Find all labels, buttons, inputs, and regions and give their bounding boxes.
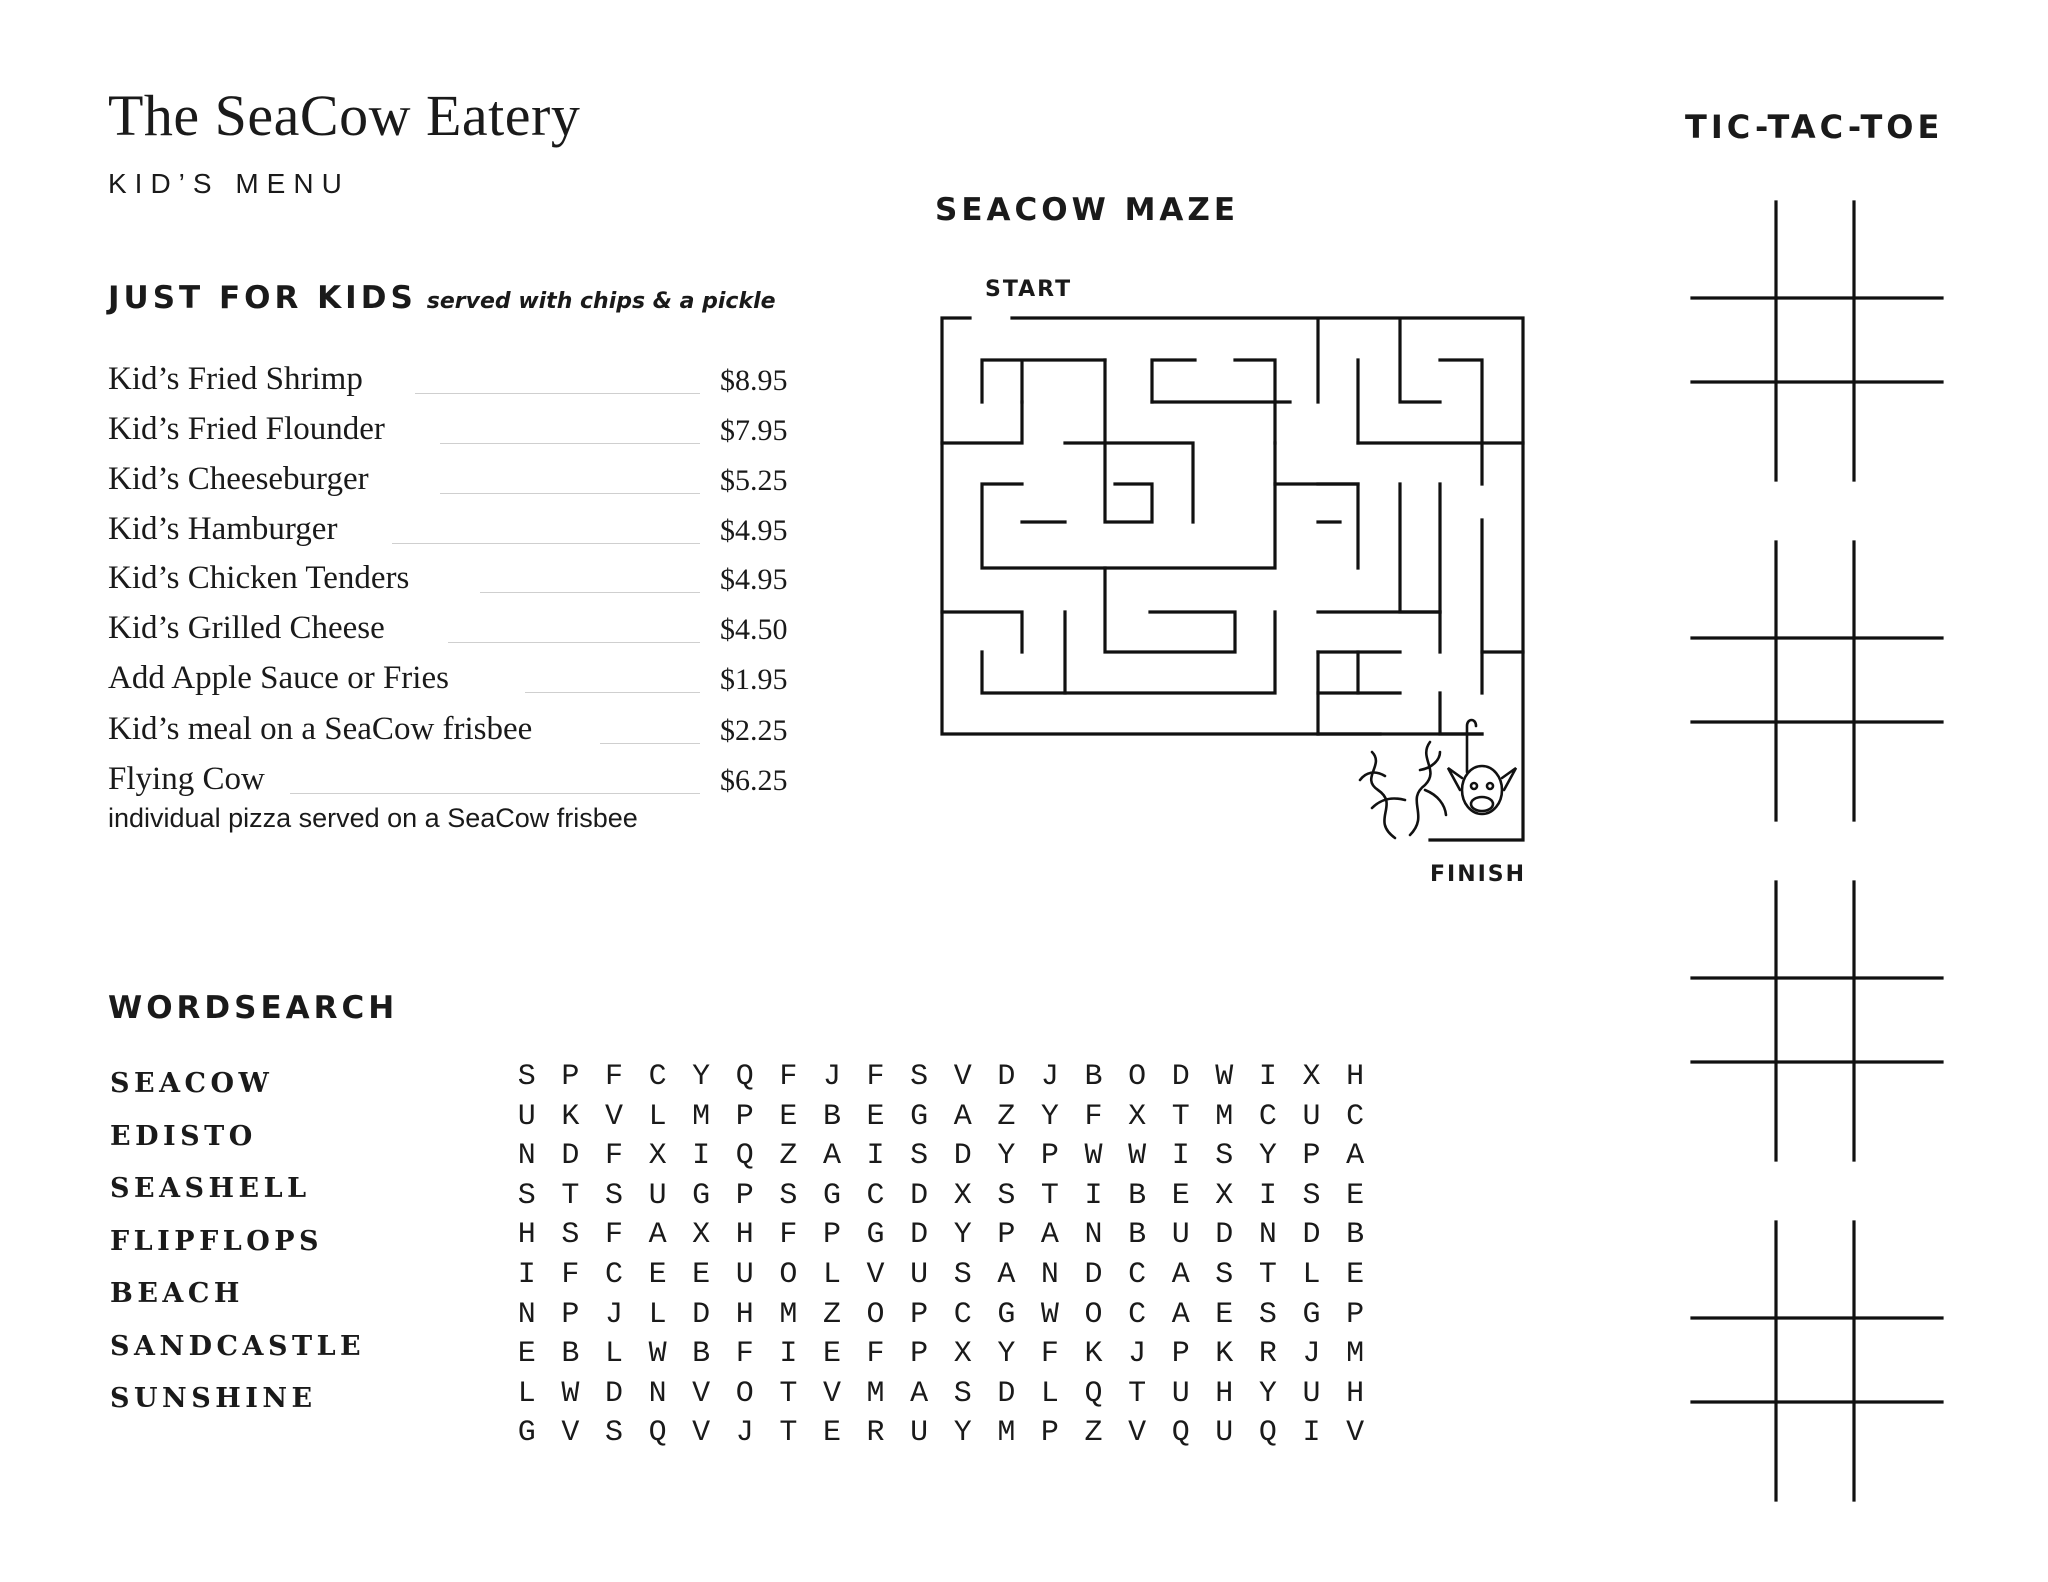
menu-item (108, 561, 798, 601)
wordsearch-letter[interactable]: B (1128, 1178, 1147, 1213)
wordsearch-letter[interactable]: Y (953, 1416, 972, 1451)
wordsearch-letter[interactable]: Y (997, 1139, 1016, 1174)
wordsearch-letter[interactable]: D (910, 1218, 929, 1253)
tictactoe-title: TIC-TAC-TOE (1685, 108, 1944, 146)
wordsearch-letter[interactable]: H (735, 1218, 754, 1253)
wordsearch-letter[interactable]: X (692, 1218, 711, 1253)
wordsearch-word: BEACH (110, 1278, 244, 1309)
wordsearch-letter[interactable]: A (648, 1218, 667, 1253)
wordsearch-letter[interactable]: N (517, 1297, 536, 1332)
wordsearch-letter[interactable]: C (1128, 1297, 1147, 1332)
wordsearch-letter[interactable]: U (1171, 1376, 1190, 1411)
wordsearch-letter[interactable]: V (953, 1060, 972, 1094)
wordsearch-letter[interactable]: E (648, 1258, 667, 1292)
wordsearch-row (505, 1218, 1377, 1252)
wordsearch-letter[interactable]: I (1302, 1416, 1321, 1451)
wordsearch-letter[interactable]: I (779, 1337, 798, 1372)
wordsearch-letter[interactable]: P (822, 1218, 841, 1253)
wordsearch-letter[interactable]: S (910, 1060, 929, 1094)
wordsearch-letter[interactable]: I (692, 1139, 711, 1174)
wordsearch-row (505, 1179, 1377, 1213)
wordsearch-letter[interactable]: H (1346, 1060, 1365, 1094)
wordsearch-letter[interactable]: D (997, 1376, 1016, 1411)
wordsearch-letter[interactable]: X (1128, 1099, 1147, 1134)
wordsearch-letter[interactable]: T (779, 1376, 798, 1411)
wordsearch-letter[interactable]: Q (735, 1139, 754, 1174)
wordsearch-letter[interactable]: O (866, 1297, 885, 1332)
wordsearch-letter[interactable]: F (561, 1258, 580, 1292)
menu-item (108, 712, 798, 752)
wordsearch-letter[interactable]: S (1215, 1139, 1234, 1174)
menu-item-leader (600, 743, 700, 744)
wordsearch-letter[interactable]: E (1171, 1178, 1190, 1213)
wordsearch-letter[interactable]: T (1040, 1178, 1059, 1213)
wordsearch-letter[interactable]: W (1084, 1139, 1103, 1174)
wordsearch-letter[interactable]: J (822, 1060, 841, 1094)
wordsearch-letter[interactable]: E (779, 1099, 798, 1134)
wordsearch-letter[interactable]: P (910, 1337, 929, 1372)
wordsearch-letter[interactable]: N (648, 1376, 667, 1411)
wordsearch-letter[interactable]: H (1215, 1376, 1234, 1411)
wordsearch-letter[interactable]: W (648, 1337, 667, 1372)
wordsearch-letter[interactable]: S (1302, 1178, 1321, 1213)
wordsearch-letter[interactable]: S (997, 1178, 1016, 1213)
wordsearch-letter[interactable]: U (648, 1178, 667, 1213)
wordsearch-letter[interactable]: F (779, 1218, 798, 1253)
wordsearch-letter[interactable]: T (561, 1178, 580, 1213)
wordsearch-letter[interactable]: P (1040, 1139, 1059, 1174)
wordsearch-word: SANDCASTLE (110, 1330, 366, 1362)
wordsearch-letter[interactable]: H (517, 1218, 536, 1253)
wordsearch-letter[interactable]: E (1346, 1258, 1365, 1292)
menu-item (108, 762, 798, 802)
maze-finish-label: FINISH (1430, 862, 1527, 887)
wordsearch-letter[interactable]: U (517, 1099, 536, 1134)
menu-item-price: $1.95 (720, 663, 788, 696)
wordsearch-letter[interactable]: O (779, 1258, 798, 1292)
wordsearch-letter[interactable]: I (866, 1139, 885, 1174)
wordsearch-letter[interactable]: F (866, 1060, 885, 1094)
wordsearch-letter[interactable]: S (953, 1258, 972, 1292)
wordsearch-letter[interactable]: V (604, 1099, 623, 1134)
wordsearch-letter[interactable]: U (1302, 1099, 1321, 1134)
wordsearch-letter[interactable]: H (735, 1297, 754, 1332)
wordsearch-letter[interactable]: W (1215, 1060, 1234, 1094)
wordsearch-row (505, 1377, 1377, 1411)
wordsearch-row (505, 1060, 1377, 1094)
wordsearch-letter[interactable]: U (1171, 1218, 1190, 1253)
wordsearch-letter[interactable]: F (604, 1139, 623, 1174)
wordsearch-letter[interactable]: C (1258, 1099, 1277, 1134)
wordsearch-letter[interactable]: J (1302, 1337, 1321, 1372)
wordsearch-letter[interactable]: N (1084, 1218, 1103, 1253)
wordsearch-letter[interactable]: X (953, 1178, 972, 1213)
wordsearch-letter[interactable]: L (822, 1258, 841, 1292)
wordsearch-letter[interactable]: Q (648, 1416, 667, 1451)
wordsearch-letter[interactable]: J (735, 1416, 754, 1451)
wordsearch-letter[interactable]: D (604, 1376, 623, 1411)
wordsearch-letter[interactable]: W (1128, 1139, 1147, 1174)
menu-item-price: $2.25 (720, 714, 788, 747)
wordsearch-letter[interactable]: N (1040, 1258, 1059, 1292)
wordsearch-letter[interactable]: X (953, 1337, 972, 1372)
wordsearch-letter[interactable]: F (604, 1060, 623, 1094)
wordsearch-letter[interactable]: P (561, 1297, 580, 1332)
wordsearch-title: WORDSEARCH (108, 990, 399, 1026)
menu-item (108, 512, 798, 552)
wordsearch-letter[interactable]: Z (1084, 1416, 1103, 1451)
wordsearch-letter[interactable]: Q (1171, 1416, 1190, 1451)
wordsearch-letter[interactable]: E (822, 1416, 841, 1451)
wordsearch-letter[interactable]: S (517, 1178, 536, 1213)
wordsearch-letter[interactable]: X (648, 1139, 667, 1174)
wordsearch-row (505, 1298, 1377, 1332)
menu-item-name: Kid’s Fried Shrimp (108, 361, 363, 397)
wordsearch-letter[interactable]: J (1040, 1060, 1059, 1094)
menu-item-name: Kid’s Hamburger (108, 511, 338, 547)
wordsearch-letter[interactable]: M (866, 1376, 885, 1411)
wordsearch-letter[interactable]: Y (1258, 1139, 1277, 1174)
wordsearch-letter[interactable]: A (822, 1139, 841, 1174)
wordsearch-letter[interactable]: P (1302, 1139, 1321, 1174)
wordsearch-letter[interactable]: B (1346, 1218, 1365, 1253)
menu-item-name: Kid’s Chicken Tenders (108, 560, 410, 596)
tictactoe-board[interactable] (1692, 202, 1942, 480)
menu-item-price: $4.50 (720, 613, 788, 646)
menu-item-leader (392, 543, 700, 544)
wordsearch-letter[interactable]: U (910, 1258, 929, 1292)
wordsearch-letter[interactable]: I (1258, 1178, 1277, 1213)
wordsearch-letter[interactable]: Z (779, 1139, 798, 1174)
menu-item-price: $8.95 (720, 364, 788, 397)
wordsearch-letter[interactable]: D (910, 1178, 929, 1213)
tictactoe-board[interactable] (1692, 882, 1942, 1160)
wordsearch-letter[interactable]: A (1171, 1297, 1190, 1332)
wordsearch-letter[interactable]: F (866, 1337, 885, 1372)
wordsearch-letter[interactable]: D (953, 1139, 972, 1174)
wordsearch-letter[interactable]: K (1215, 1337, 1234, 1372)
seaweed-icon (1360, 742, 1446, 838)
wordsearch-letter[interactable]: E (866, 1099, 885, 1134)
section-title: JUST FOR KIDS (108, 280, 417, 316)
flying-cow-description: individual pizza served on a SeaCow frisbee (108, 803, 638, 833)
wordsearch-letter[interactable]: E (692, 1258, 711, 1292)
wordsearch-letter[interactable]: U (1302, 1376, 1321, 1411)
menu-item (108, 412, 798, 452)
menu-item-leader (290, 793, 700, 794)
wordsearch-letter[interactable]: P (910, 1297, 929, 1332)
wordsearch-letter[interactable]: Q (735, 1060, 754, 1094)
wordsearch-letter[interactable]: T (779, 1416, 798, 1451)
wordsearch-letter[interactable]: G (866, 1218, 885, 1253)
wordsearch-letter[interactable]: M (692, 1099, 711, 1134)
wordsearch-letter[interactable]: G (692, 1178, 711, 1213)
wordsearch-letter[interactable]: Z (997, 1099, 1016, 1134)
wordsearch-letter[interactable]: V (822, 1376, 841, 1411)
menu-item (108, 611, 798, 651)
wordsearch-letter[interactable]: A (1171, 1258, 1190, 1292)
wordsearch-letter[interactable]: D (1215, 1218, 1234, 1253)
wordsearch-letter[interactable]: C (648, 1060, 667, 1094)
wordsearch-letter[interactable]: O (1084, 1297, 1103, 1332)
wordsearch-letter[interactable]: H (1346, 1376, 1365, 1411)
wordsearch-letter[interactable]: T (1171, 1099, 1190, 1134)
wordsearch-letter[interactable]: G (997, 1297, 1016, 1332)
wordsearch-letter[interactable]: F (735, 1337, 754, 1372)
tictactoe-board[interactable] (1692, 542, 1942, 820)
wordsearch-letter[interactable]: T (1128, 1376, 1147, 1411)
wordsearch-letter[interactable]: K (1084, 1337, 1103, 1372)
wordsearch-word: SUNSHINE (110, 1383, 317, 1414)
menu-subtitle: KID’S MENU (108, 168, 350, 199)
wordsearch-letter[interactable]: J (1128, 1337, 1147, 1372)
wordsearch-letter[interactable]: J (604, 1297, 623, 1332)
wordsearch-letter[interactable]: F (1084, 1099, 1103, 1134)
wordsearch-letter[interactable]: U (735, 1258, 754, 1292)
wordsearch-letter[interactable]: D (1171, 1060, 1190, 1094)
wordsearch-letter[interactable]: E (822, 1337, 841, 1372)
wordsearch-row (505, 1100, 1377, 1134)
menu-item-price: $6.25 (720, 764, 788, 797)
menu-item-price: $7.95 (720, 414, 788, 447)
wordsearch-letter[interactable]: D (561, 1139, 580, 1174)
wordsearch-word: SEACOW (110, 1068, 274, 1099)
menu-item-leader (440, 443, 700, 444)
wordsearch-letter[interactable]: F (604, 1218, 623, 1253)
wordsearch-letter[interactable]: F (779, 1060, 798, 1094)
wordsearch-letter[interactable]: C (604, 1258, 623, 1292)
wordsearch-letter[interactable]: G (1302, 1297, 1321, 1332)
wordsearch-letter[interactable]: G (517, 1416, 536, 1451)
wordsearch-letter[interactable]: S (1215, 1258, 1234, 1292)
wordsearch-letter[interactable]: B (1084, 1060, 1103, 1094)
wordsearch-letter[interactable]: I (1258, 1060, 1277, 1094)
menu-item-leader (440, 493, 700, 494)
wordsearch-letter[interactable]: L (648, 1297, 667, 1332)
wordsearch-letter[interactable]: Y (953, 1218, 972, 1253)
wordsearch-letter[interactable]: B (822, 1099, 841, 1134)
menu-section-heading (108, 280, 776, 316)
menu-item (108, 462, 798, 502)
wordsearch-letter[interactable]: V (866, 1258, 885, 1292)
menu-item-price: $4.95 (720, 563, 788, 596)
wordsearch-letter[interactable]: D (997, 1060, 1016, 1094)
menu-item-leader (415, 393, 700, 394)
wordsearch-letter[interactable]: M (779, 1297, 798, 1332)
wordsearch-letter[interactable]: I (1084, 1178, 1103, 1213)
menu-item (108, 661, 798, 701)
wordsearch-letter[interactable]: U (1215, 1416, 1234, 1451)
wordsearch-row (505, 1337, 1377, 1371)
wordsearch-letter[interactable]: P (735, 1099, 754, 1134)
wordsearch-letter[interactable]: N (517, 1139, 536, 1174)
wordsearch-letter[interactable]: S (910, 1139, 929, 1174)
wordsearch-letter[interactable]: C (866, 1178, 885, 1213)
wordsearch-letter[interactable]: B (561, 1337, 580, 1372)
wordsearch-letter[interactable]: A (1040, 1218, 1059, 1253)
wordsearch-letter[interactable]: V (561, 1416, 580, 1451)
wordsearch-letter[interactable]: W (561, 1376, 580, 1411)
wordsearch-letter[interactable]: E (1215, 1297, 1234, 1332)
wordsearch-letter[interactable]: F (1040, 1337, 1059, 1372)
wordsearch-letter[interactable]: M (997, 1416, 1016, 1451)
wordsearch-letter[interactable]: S (953, 1376, 972, 1411)
wordsearch-letter[interactable]: E (1346, 1178, 1365, 1213)
wordsearch-letter[interactable]: R (866, 1416, 885, 1451)
tictactoe-boards (1680, 190, 1960, 1530)
menu-item-name: Kid’s Grilled Cheese (108, 610, 385, 646)
wordsearch-row (505, 1416, 1377, 1450)
seacow-maze (930, 300, 1550, 860)
menu-item-leader (448, 642, 700, 643)
wordsearch-letter[interactable]: T (1258, 1258, 1277, 1292)
wordsearch-letter[interactable]: L (517, 1376, 536, 1411)
wordsearch-letter[interactable]: Z (822, 1297, 841, 1332)
wordsearch-letter[interactable]: L (604, 1337, 623, 1372)
wordsearch-letter[interactable]: B (692, 1337, 711, 1372)
wordsearch-letter[interactable]: L (1302, 1258, 1321, 1292)
wordsearch-letter[interactable]: A (997, 1258, 1016, 1292)
wordsearch-letter[interactable]: R (1258, 1337, 1277, 1372)
menu-item-name: Kid’s Cheeseburger (108, 461, 369, 497)
wordsearch-letter[interactable]: S (1258, 1297, 1277, 1332)
wordsearch-row (505, 1139, 1377, 1173)
menu-item-name: Add Apple Sauce or Fries (108, 660, 449, 696)
wordsearch-letter[interactable]: S (779, 1178, 798, 1213)
wordsearch-letter[interactable]: L (1040, 1376, 1059, 1411)
wordsearch-letter[interactable]: S (604, 1178, 623, 1213)
wordsearch-letter[interactable]: V (1346, 1416, 1365, 1451)
wordsearch-letter[interactable]: P (561, 1060, 580, 1094)
wordsearch-letter[interactable]: D (1302, 1218, 1321, 1253)
wordsearch-letter[interactable]: S (604, 1416, 623, 1451)
menu-item (108, 362, 798, 402)
wordsearch-letter[interactable]: D (692, 1297, 711, 1332)
wordsearch-letter[interactable]: O (735, 1376, 754, 1411)
wordsearch-letter[interactable]: P (1040, 1416, 1059, 1451)
wordsearch-letter[interactable]: N (1258, 1218, 1277, 1253)
wordsearch-letter[interactable]: Y (1040, 1099, 1059, 1134)
wordsearch-letter[interactable]: M (1346, 1337, 1365, 1372)
menu-item-name: Kid’s Fried Flounder (108, 411, 385, 447)
section-note: served with chips & a pickle (426, 289, 776, 314)
wordsearch-letter[interactable]: S (517, 1060, 536, 1094)
wordsearch-letter[interactable]: L (648, 1099, 667, 1134)
wordsearch-letter[interactable]: W (1040, 1297, 1059, 1332)
wordsearch-letter[interactable]: B (1128, 1218, 1147, 1253)
wordsearch-letter[interactable]: Q (1258, 1416, 1277, 1451)
wordsearch-letter[interactable]: I (517, 1258, 536, 1292)
wordsearch-letter[interactable]: V (692, 1376, 711, 1411)
menu-item-leader (525, 692, 700, 693)
wordsearch-row (505, 1258, 1377, 1292)
wordsearch-letter[interactable]: A (953, 1099, 972, 1134)
wordsearch-letter[interactable]: U (910, 1416, 929, 1451)
wordsearch-word: FLIPFLOPS (110, 1225, 324, 1257)
wordsearch-letter[interactable]: Y (692, 1060, 711, 1094)
wordsearch-letter[interactable]: V (692, 1416, 711, 1451)
wordsearch-letter[interactable]: P (735, 1178, 754, 1213)
wordsearch-letter[interactable]: Q (1084, 1376, 1103, 1411)
menu-item-price: $5.25 (720, 464, 788, 497)
wordsearch-letter[interactable]: A (910, 1376, 929, 1411)
tictactoe-board[interactable] (1692, 1222, 1942, 1500)
wordsearch-letter[interactable]: P (997, 1218, 1016, 1253)
wordsearch-letter[interactable]: C (1128, 1258, 1147, 1292)
wordsearch-letter[interactable]: P (1171, 1337, 1190, 1372)
wordsearch-letter[interactable]: M (1215, 1099, 1234, 1134)
maze-title: SEACOW MAZE (935, 192, 1240, 228)
menu-item-price: $4.95 (720, 514, 788, 547)
wordsearch-letter[interactable]: S (561, 1218, 580, 1253)
wordsearch-letter[interactable]: Y (1258, 1376, 1277, 1411)
wordsearch-word: EDISTO (110, 1120, 257, 1152)
wordsearch-letter[interactable]: P (1346, 1297, 1365, 1332)
wordsearch-letter[interactable]: G (910, 1099, 929, 1134)
menu-item-name: Flying Cow (108, 761, 265, 797)
wordsearch-letter[interactable]: K (561, 1099, 580, 1134)
wordsearch-letter[interactable]: V (1128, 1416, 1147, 1451)
wordsearch-letter[interactable]: I (1171, 1139, 1190, 1174)
wordsearch-letter[interactable]: A (1346, 1139, 1365, 1174)
wordsearch-word: SEASHELL (110, 1173, 311, 1204)
wordsearch-letter[interactable]: G (822, 1178, 841, 1213)
maze-start-label: START (985, 277, 1073, 302)
wordsearch-letter[interactable]: C (953, 1297, 972, 1332)
menu-item-name: Kid’s meal on a SeaCow frisbee (108, 711, 533, 747)
wordsearch-letter[interactable]: E (517, 1337, 536, 1372)
wordsearch-letter[interactable]: X (1302, 1060, 1321, 1094)
menu-item-leader (480, 592, 700, 593)
wordsearch-letter[interactable]: X (1215, 1178, 1234, 1213)
wordsearch-letter[interactable]: C (1346, 1099, 1365, 1134)
restaurant-title: The SeaCow Eatery (108, 83, 581, 148)
wordsearch-letter[interactable]: D (1084, 1258, 1103, 1292)
wordsearch-letter[interactable]: Y (997, 1337, 1016, 1372)
wordsearch-letter[interactable]: O (1128, 1060, 1147, 1094)
